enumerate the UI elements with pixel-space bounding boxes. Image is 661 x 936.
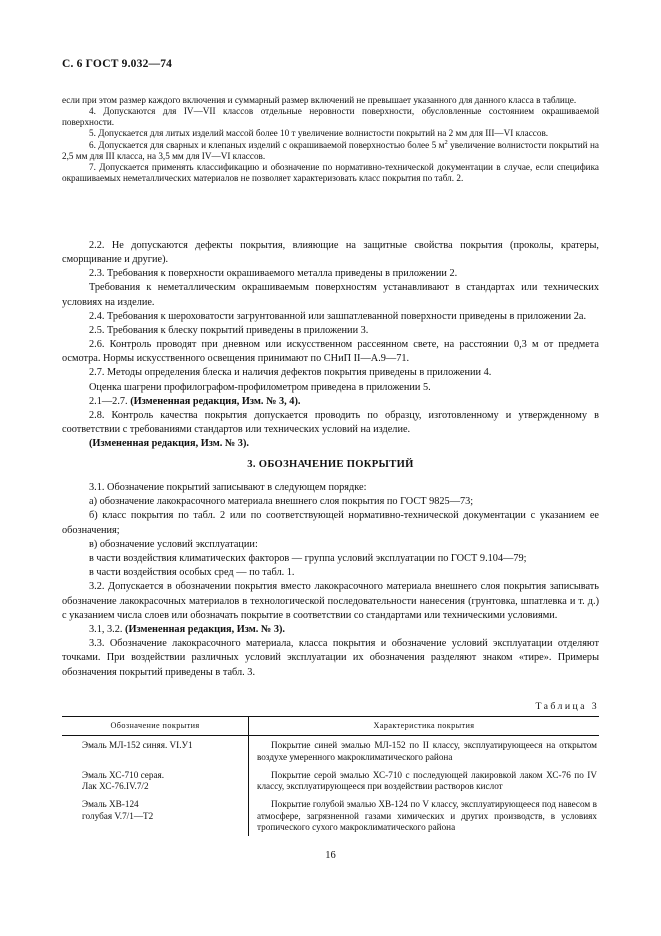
description-cell: Покрытие синей эмалью МЛ-152 по II классу, эксплуатирующееся на открытом воздухе умеренного макроклиматического района — [257, 740, 597, 762]
page-header: С. 6 ГОСТ 9.032—74 — [62, 58, 173, 70]
clause-3-3: 3.3. Обозначение лакокрасочного материала, класса покрытия и обозначение условий эксплуатации отделяют точками. При воздействии различных условий эксплуатации их обозначения разделяют знаком «тире». Примеры обозначения покрытий приведены в табл. 3. — [62, 638, 599, 678]
clause-3-1-a: а) обозначение лакокрасочного материала внешнего слоя покрытия по ГОСТ 9825—73; — [89, 496, 474, 508]
clause-2-8: 2.8. Контроль качества покрытия допускается проводить по образцу, изготовленному и утвержденному в соответствии с требованиями стандартов или технических условий на изделие. — [62, 409, 599, 436]
amendment-note: (Измененная редакция, Изм. № 3). — [89, 438, 249, 450]
table-header-row — [62, 717, 599, 736]
note-6-text-b: увеличение волнистости покрытий на 2,5 мм для III класса, на 3,5 мм для IV—VI классов. — [62, 139, 599, 161]
clause-2-3-nonmetal: Требования к неметаллическим окрашиваемым поверхностям устанавливают в стандартах или технических условиях на изделие. — [62, 282, 599, 308]
clause-2-3: 2.3. Требования к поверхности окрашиваемого металла приведены в приложении 2. — [89, 268, 458, 280]
note-6 — [62, 140, 599, 162]
clause-3-1-special: в части воздействия особых сред — по табл. 1. — [89, 567, 295, 579]
amendment-note: (Измененная редакция, Изм. № 3). — [125, 624, 285, 636]
description-cell: Покрытие серой эмалью ХС-710 с последующей лакировкой лаком ХС-76 по IV классу, эксплуатирующееся при воздействии растворов кислот — [257, 769, 597, 792]
note-6-text-a: 6. Допускается для сварных и клепаных изделий с окрашиваемой поверхностью более 5 м — [89, 139, 445, 150]
note-7: 7. Допускается применять классификацию и обозначение по нормативно-технической документации в случае, если специфика окрашиваемых неметаллических материалов не позволяет характеризовать класс покрытия по табл. 2. — [62, 161, 599, 184]
clause-3-2: 3.2. Допускается в обозначении покрытия вместо лакокрасочного материала внешнего слоя покрытия записывать обозначение лакокрасочных материалов в технологической последовательности нанесения (грунтовка, шпатлевка и т. д.) с указанием числа слоев или обозначать покрытие в соответствии со стандартами или техническими условиями. — [62, 581, 599, 621]
table-row — [62, 795, 599, 836]
clause-2-4: 2.4. Требования к шероховатости загрунтованной или зашпатлеванной поверхности приведены в приложении 2а. — [89, 310, 587, 322]
clause-3-1: 3.1. Обозначение покрытий записывают в следующем порядке: — [89, 482, 367, 493]
amendment-3-1-3-2 — [62, 623, 599, 637]
clause-3-1-v: в) обозначение условий эксплуатации: — [89, 538, 258, 550]
table-3 — [62, 716, 599, 836]
amendment-2-8 — [62, 437, 599, 451]
designation-line: голубая V.7/1—Т2 — [82, 810, 154, 821]
section-3-body — [62, 481, 599, 680]
designation-cell — [62, 736, 249, 766]
notes-block — [62, 95, 599, 184]
clauses-block — [62, 239, 599, 451]
clause-2-2: 2.2. Не допускаются дефекты покрытия, влияющие на защитные свойства покрытия (проколы, кратеры, сморщивание и другие). — [62, 240, 599, 266]
section-3-title: 3. ОБОЗНАЧЕНИЕ ПОКРЫТИЙ — [247, 459, 414, 470]
amendment-2-1-2-7 — [62, 395, 599, 409]
table-row — [62, 736, 599, 766]
column-header-characteristic: Характеристика покрытия — [249, 717, 600, 736]
note-continuation: если при этом размер каждого включения и суммарный размер включений не превышает указанного для данного класса в таблице. — [62, 95, 577, 105]
clause-2-7-roughness: Оценка шагрени профилографом-профилометром приведена в приложении 5. — [89, 381, 431, 393]
designation-cell — [62, 795, 249, 836]
designation-line: Эмаль ХС-710 серая. — [82, 769, 165, 780]
page-number: 16 — [325, 850, 336, 861]
clause-3-1-b: б) класс покрытия по табл. 2 или по соответствующей нормативно-технической документации с указанием ее обозначения; — [62, 510, 599, 536]
amendment-range: 2.1—2.7. — [89, 395, 128, 407]
note-6-superscript: 2 — [444, 138, 448, 146]
clause-3-1-climate: в части воздействия климатических факторов — группа условий эксплуатации по ГОСТ 9.104—79; — [89, 553, 527, 565]
amendment-range: 3.1, 3.2. — [89, 624, 123, 636]
designation-line: Эмаль ХВ-124 — [82, 799, 139, 810]
table-caption: Таблица 3 — [535, 701, 599, 712]
designation-cell — [62, 766, 249, 796]
designation-line: Лак ХС-76.IV.7/2 — [82, 781, 149, 792]
clause-2-5: 2.5. Требования к блеску покрытий приведены в приложении 3. — [89, 324, 369, 336]
note-5: 5. Допускается для литых изделий массой более 10 т увеличение волнистости покрытий на 2 мм для III—VI классов. — [89, 128, 549, 139]
clause-2-7: 2.7. Методы определения блеска и наличия дефектов покрытия приведены в приложении 4. — [89, 367, 492, 379]
note-4: 4. Допускаются для IV—VII классов отдельные неровности поверхности, обусловленные состоянием окрашиваемой поверхности. — [62, 106, 599, 128]
designation-line: Эмаль МЛ-152 синяя. VI.У1 — [82, 740, 193, 751]
table-row — [62, 766, 599, 796]
clause-2-6: 2.6. Контроль проводят при дневном или искусственном рассеянном свете, на расстоянии 0,3 м от предмета осмотра. Нормы искусственного освещения принимают по СНиП II—А.9—71. — [62, 339, 599, 365]
column-header-designation: Обозначение покрытия — [62, 717, 249, 736]
amendment-note: (Измененная редакция, Изм. № 3, 4). — [130, 395, 301, 407]
description-cell: Покрытие голубой эмалью ХВ-124 по V классу, эксплуатирующееся под навесом в атмосфере, загрязненной газами химических и других производств, в условиях тропического сухого макроклиматического района — [257, 799, 597, 833]
